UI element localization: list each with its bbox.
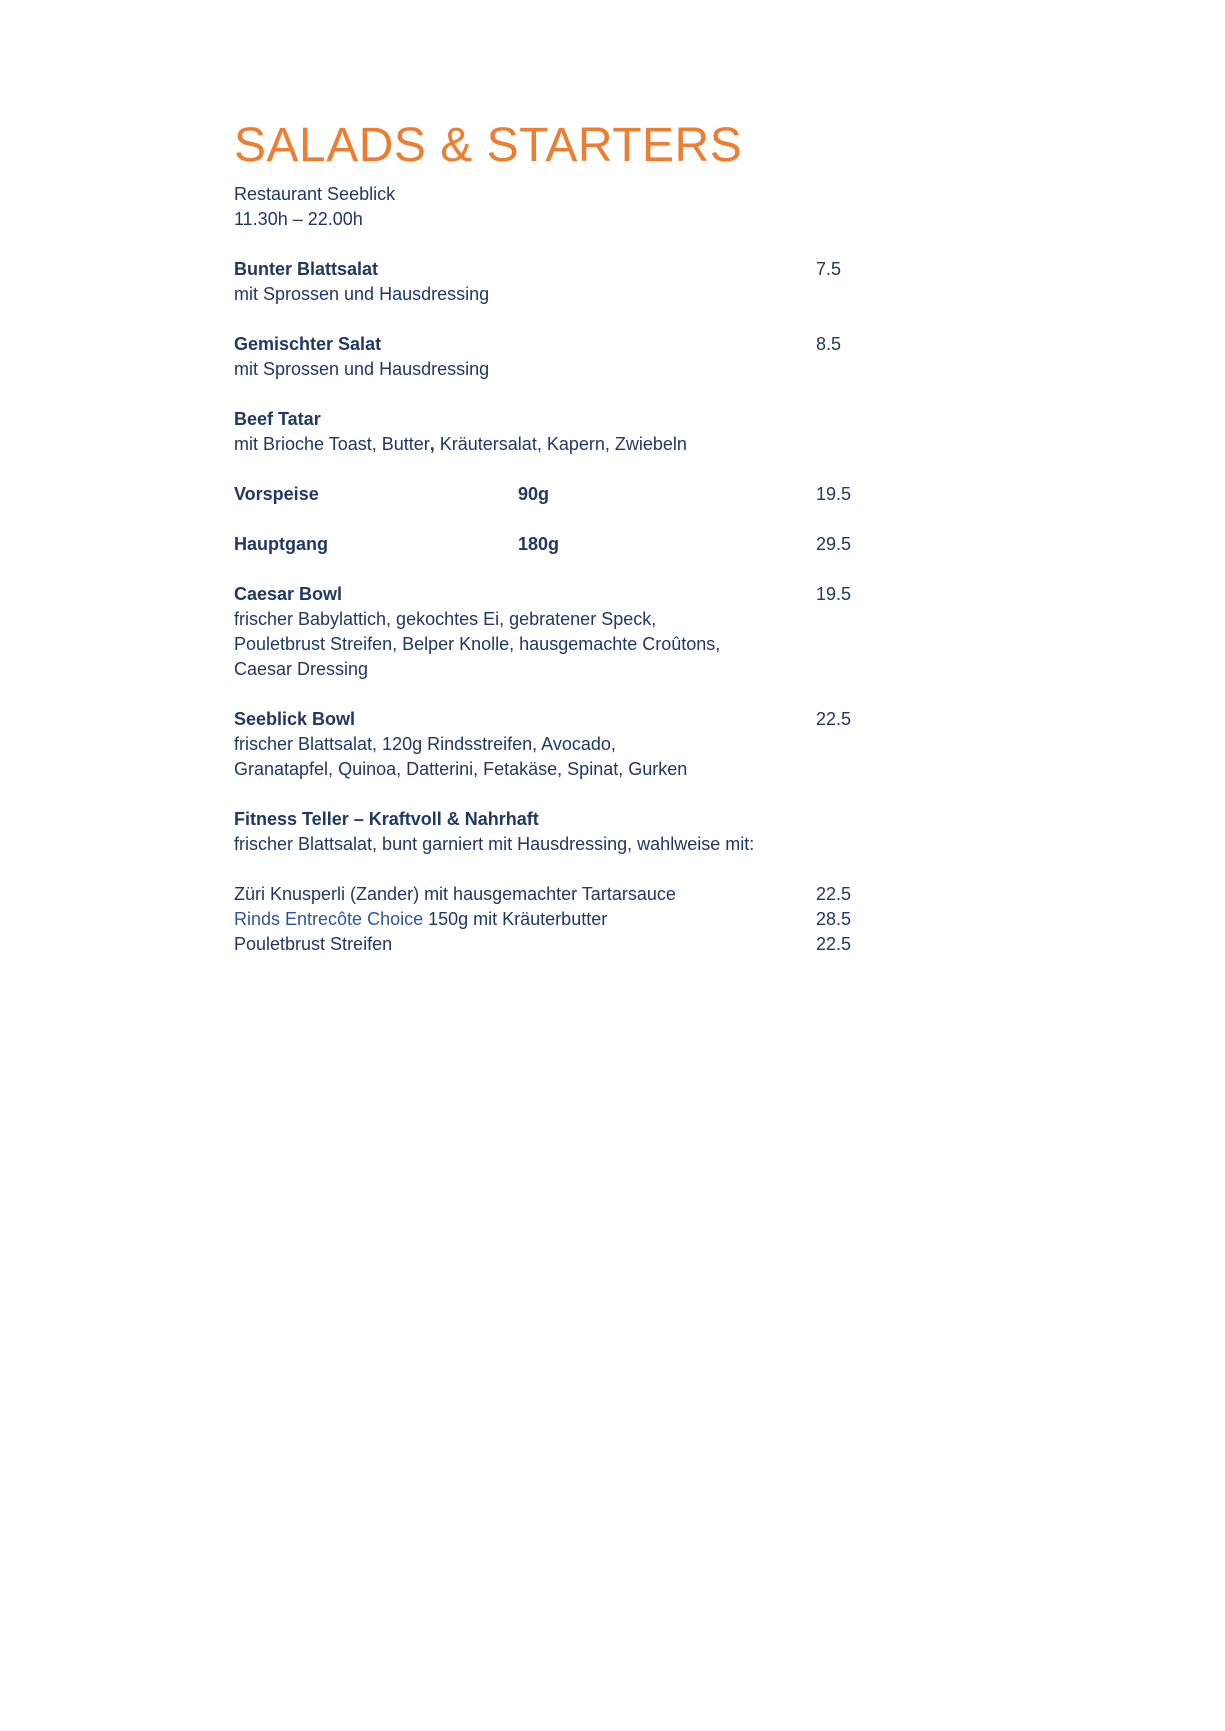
spacer <box>234 557 994 582</box>
item-description: frischer Blattsalat, bunt garniert mit Hausdressing, wahlweise mit: <box>234 834 755 854</box>
desc-bold-comma: , <box>429 434 435 454</box>
item-price: 7.5 <box>816 259 842 279</box>
spacer <box>234 682 994 707</box>
portion-weight: 90g <box>518 484 550 504</box>
item-name: Bunter Blattsalat <box>234 259 379 279</box>
item-name: Fitness Teller – Kraftvoll & Nahrhaft <box>234 809 539 829</box>
option-price: 22.5 <box>816 884 852 904</box>
opening-hours: 11.30h – 22.00h <box>234 209 363 229</box>
fitness-option <box>234 932 994 957</box>
desc-part: mit Brioche Toast, Butter <box>234 434 430 454</box>
item-description-line: Pouletbrust Streifen, Belper Knolle, hausgemachte Croûtons, <box>234 634 721 654</box>
portion-label: Hauptgang <box>234 534 328 554</box>
item-description-line: Caesar Dressing <box>234 659 369 679</box>
portion-price: 29.5 <box>816 534 852 554</box>
restaurant-name: Restaurant Seeblick <box>234 184 396 204</box>
option-price: 22.5 <box>816 934 852 954</box>
spacer <box>234 232 994 257</box>
fitness-option <box>234 882 994 907</box>
spacer <box>234 857 994 882</box>
option-lead: Rinds Entrecôte Choice <box>234 909 424 929</box>
spacer <box>234 382 994 407</box>
portion-price: 19.5 <box>816 484 852 504</box>
spacer <box>234 457 994 482</box>
desc-part: Kräutersalat, Kapern, Zwiebeln <box>434 434 687 454</box>
menu-item-seeblick-bowl <box>234 707 994 732</box>
menu-item-fitness-teller <box>234 807 994 832</box>
item-description: mit Sprossen und Hausdressing <box>234 359 490 379</box>
option-rest: 150g mit Kräuterbutter <box>423 909 608 929</box>
portion-vorspeise <box>234 482 994 507</box>
item-price: 8.5 <box>816 334 842 354</box>
portion-hauptgang <box>234 532 994 557</box>
spacer <box>234 307 994 332</box>
item-name: Seeblick Bowl <box>234 709 356 729</box>
page-title: SALADS & STARTERS <box>234 119 743 172</box>
menu-item-caesar-bowl <box>234 582 994 607</box>
portion-weight: 180g <box>518 534 560 554</box>
option-label: Pouletbrust Streifen <box>234 934 393 954</box>
item-description-line: frischer Blattsalat, 120g Rindsstreifen, Avocado, <box>234 734 616 754</box>
option-label <box>234 907 607 932</box>
option-label: Züri Knusperli (Zander) mit hausgemachter Tartarsauce <box>234 884 676 904</box>
menu-item-bunter-blattsalat <box>234 257 994 282</box>
portion-label: Vorspeise <box>234 484 319 504</box>
item-price: 19.5 <box>816 584 852 604</box>
item-name: Beef Tatar <box>234 409 321 429</box>
item-description: mit Sprossen und Hausdressing <box>234 284 490 304</box>
item-description-line: Granatapfel, Quinoa, Datterini, Fetakäse, Spinat, Gurken <box>234 759 688 779</box>
fitness-option <box>234 907 994 932</box>
item-name: Caesar Bowl <box>234 584 343 604</box>
item-description <box>234 432 994 457</box>
spacer <box>234 782 994 807</box>
menu-item-gemischter-salat <box>234 332 994 357</box>
item-description-line: frischer Babylattich, gekochtes Ei, gebratener Speck, <box>234 609 657 629</box>
option-price: 28.5 <box>816 909 852 929</box>
menu-item-beef-tatar <box>234 407 994 432</box>
item-name: Gemischter Salat <box>234 334 382 354</box>
item-price: 22.5 <box>816 709 852 729</box>
spacer <box>234 507 994 532</box>
menu-page <box>234 118 994 957</box>
